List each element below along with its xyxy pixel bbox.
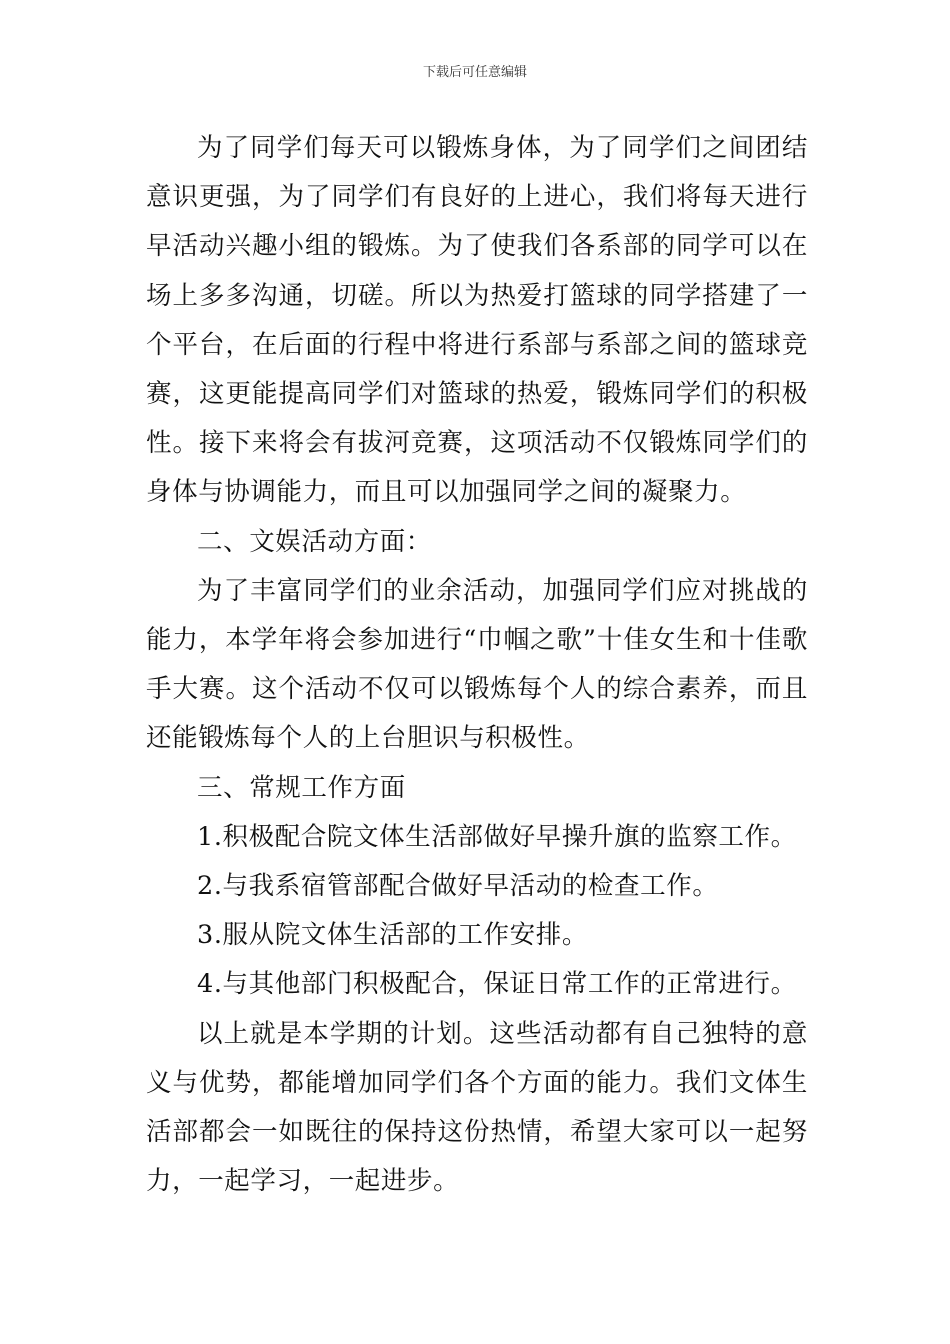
list-item-2: 2.与我系宿管部配合做好早活动的检查工作。 [197,871,719,902]
document-body [146,124,808,1206]
list-item-4: 4.与其他部门积极配合，保证日常工作的正常进行。 [197,969,797,1000]
section-heading-routine-work: 三、常规工作方面 [197,772,406,803]
paragraph-sports-activities: 为了同学们每天可以锻炼身体，为了同学们之间团结意识更强，为了同学们有良好的上进心，我们将每天进行早活动兴趣小组的锻炼。为了使我们各系部的同学可以在场上多多沟通，切磋。所以为热爱打篮球的同学搭建了一个平台，在后面的行程中将进行系部与系部之间的篮球竞赛，这更能提高同学们对篮球的热爱，锻炼同学们的积极性。接下来将会有拔河竞赛，这项活动不仅锻炼同学们的身体与协调能力，而且可以加强同学之间的凝聚力。 [146,133,808,508]
paragraph-entertainment-activities: 为了丰富同学们的业余活动，加强同学们应对挑战的能力，本学年将会参加进行“巾帼之歌”十佳女生和十佳歌手大赛。这个活动不仅可以锻炼每个人的综合素养，而且还能锻炼每个人的上台胆识与积极性。 [146,575,808,754]
paragraph-conclusion: 以上就是本学期的计划。这些活动都有自己独特的意义与优势，都能增加同学们各个方面的能力。我们文体生活部都会一如既往的保持这份热情，希望大家可以一起努力，一起学习，一起进步。 [146,1018,808,1197]
page-header: 下载后可任意编辑 [422,65,527,80]
list-item-1: 1.积极配合院文体生活部做好早操升旗的监察工作。 [197,821,797,852]
list-item-3: 3.服从院文体生活部的工作安排。 [197,920,588,951]
section-heading-entertainment: 二、文娱活动方面： [197,526,432,557]
